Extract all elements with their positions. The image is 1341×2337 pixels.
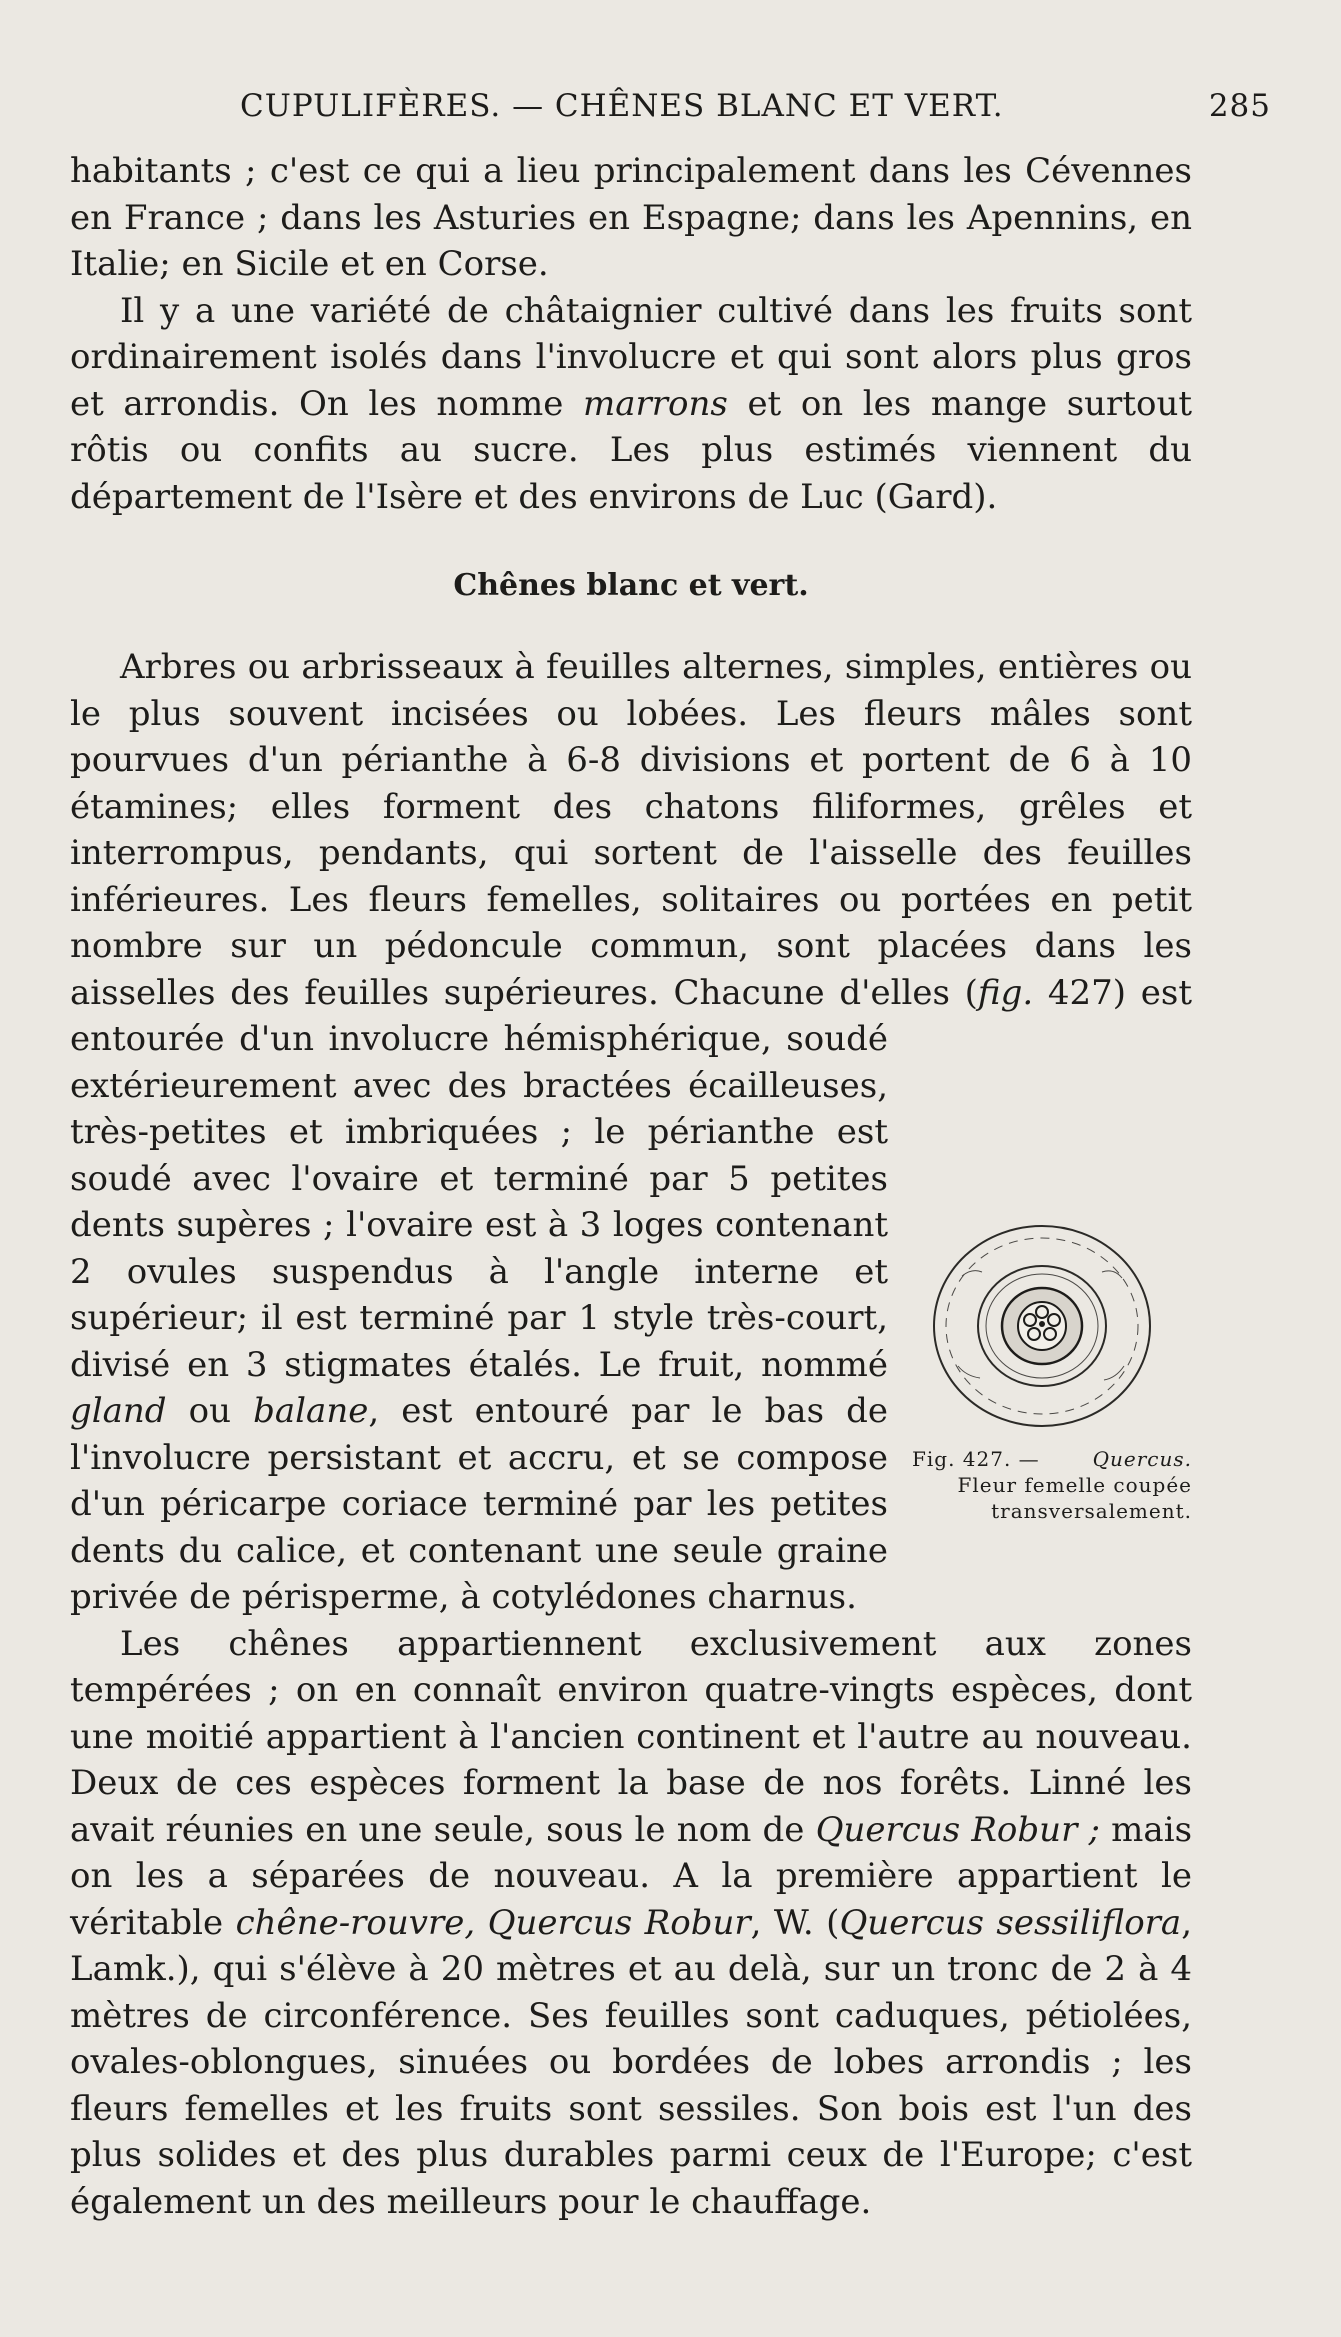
text-run: , Lamk.), qui s'élève à 20 mètres et au delà, sur un tronc de 2 à 4 mètres de circonférence. Ses feuilles sont caduques, pétiolées, ovales-oblongues, sinuées ou bordées de lobes arrondis ; les fleurs femelles et les fruits sont sessiles. Son bois est l'un des plus solides et des plus durables parmi ceux de l'Europe; c'est également un des meilleurs pour le chauffage. bbox=[70, 1902, 1192, 2222]
section-text bbox=[70, 644, 1192, 2225]
text-run: 427) est entourée d'un involucre hémisphérique, soudé extérieurement avec des bractées écailleuses, très-petites et imbriquées ; le périanthe est soudé avec l'ovaire et terminé par 5 petites dents supères ; l'ovaire est à 3 loges contenant 2 ovules suspendus à l'angle interne et supérieur; il est terminé par 1 style très-court, divisé en 3 stigmates étalés. Le fruit, nommé bbox=[70, 972, 1192, 1385]
text-run: mais on les a séparées de nouveau. A la première appartient le véritable bbox=[70, 1809, 1193, 1943]
term-quercus-sessiliflora: Quercus sessiliflora bbox=[839, 1902, 1182, 1943]
text-run: Il y a une variété de châtaignier cultivé dans les fruits sont ordinairement isolés dans l'involucre et qui sont alors plus gros et arrondis. On les nomme bbox=[70, 290, 1192, 424]
term-marrons: marrons bbox=[583, 383, 728, 424]
intro-text bbox=[70, 148, 1192, 520]
flower-cross-section-icon bbox=[922, 1216, 1162, 1436]
figure-label: Fig. 427. — bbox=[912, 1447, 1040, 1471]
text-run: Les chênes appartiennent exclusivement aux zones tempérées ; on en connaît environ quatre-vingts espèces, dont une moitié appartient à l'ancien continent et l'autre au nouveau. Deux de ces espèces forment la base de nos forêts. Linné les avait réunies en une seule, sous le nom de bbox=[70, 1623, 1192, 1850]
section-heading: Chênes blanc et vert. bbox=[453, 568, 809, 603]
term-quercus-robur: Quercus Robur ; bbox=[815, 1809, 1100, 1850]
paragraph-chenes bbox=[70, 1621, 1192, 2226]
text-run: Arbres ou arbrisseaux à feuilles alternes, simples, entières ou le plus souvent incisées ou lobées. Les fleurs mâles sont pourvues d'un périanthe à 6-8 divisions et portent de 6 à 10 étamines; elles forment des chatons filiformes, grêles et interrompus, pendants, qui sortent de l'aisselle des feuilles inférieures. Les fleurs femelles, solitaires ou portées en petit nombre sur un pédoncule commun, sont placées dans les aisselles des feuilles supérieures. Chacune d'elles ( bbox=[70, 647, 1192, 1013]
figure-caption bbox=[912, 1446, 1192, 1524]
figure bbox=[912, 1216, 1192, 1586]
text-run: , est entouré par le bas de l'involucre persistant et accru, et se compose d'un péricarpe coriace terminé par les petites dents du calice, et contenant une seule graine privée de périsperme, à cotylédones charnus. bbox=[70, 1391, 889, 1617]
term-balane: balane bbox=[253, 1391, 369, 1431]
running-title: CUPULIFÈRES. — CHÊNES BLANC ET VERT. bbox=[240, 88, 1004, 124]
text-run: , W. ( bbox=[750, 1902, 840, 1943]
page-header bbox=[70, 88, 1271, 128]
text-run bbox=[475, 1903, 487, 1943]
text-run: et on les mange surtout rôtis ou confits au sucre. Les plus estimés viennent du département de l'Isère et des environs de Luc (Gard). bbox=[70, 383, 1193, 517]
figure-caption-text: Fleur femelle coupée transversalement. bbox=[957, 1473, 1192, 1523]
page-number: 285 bbox=[1208, 88, 1271, 124]
paragraph-description bbox=[70, 644, 1192, 1621]
text-run: ou bbox=[166, 1391, 254, 1431]
term-chene-rouvre: chêne-rouvre, bbox=[235, 1902, 476, 1943]
paragraph-continued: habitants ; c'est ce qui a lieu principalement dans les Cévennes en France ; dans les Asturies en Espagne; dans les Apennins, en Italie; en Sicile et en Corse. bbox=[70, 151, 1192, 284]
term-quercus-robur-w: Quercus Robur bbox=[487, 1902, 751, 1943]
figure-species: Quercus. bbox=[1092, 1447, 1192, 1471]
term-gland: gland bbox=[70, 1391, 167, 1431]
fig-ref: fig. bbox=[977, 972, 1034, 1013]
paragraph-marrons bbox=[70, 288, 1192, 521]
